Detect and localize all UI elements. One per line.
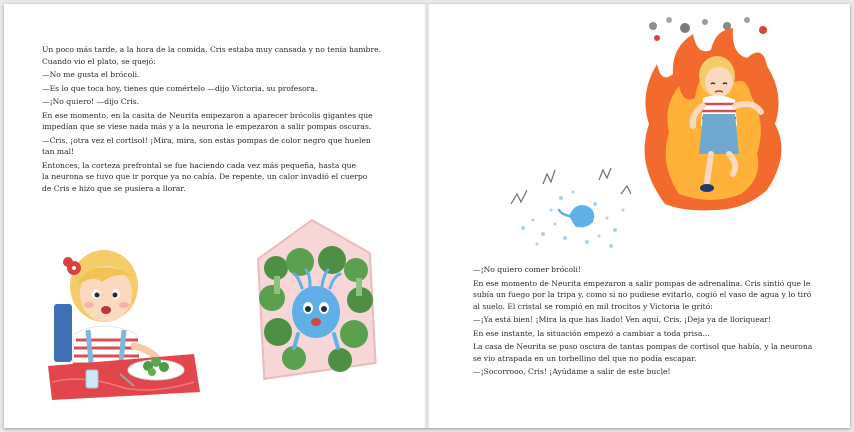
left-page: [4, 4, 427, 428]
text-line: —¡Ya está bien! ¡Mira la que has liado! Ven aquí, Cris. ¡Deja ya de lloriquear!: [473, 315, 771, 324]
neuron-whirl-illustration: [503, 164, 643, 254]
right-page: [427, 4, 850, 428]
text-line: Un poco más tarde, a la hora de la comida, Cris estaba muy cansada y no tenía hambre.: [42, 45, 382, 54]
text-line: —Es lo que toca hoy, tienes que comértelo —dijo Victoria, su profesora.: [42, 83, 318, 93]
girl-at-table-illustration: [44, 242, 204, 402]
text-line: se vio atrapada en un torbellino del que no podía escapar.: [473, 353, 697, 363]
text-line: impedían que se viese nada más y a la neurona le empezaron a salir pompas oscuras.: [42, 122, 372, 131]
text-line: Entonces, la corteza prefrontal se fue haciendo cada vez más pequeña, hasta que: [42, 160, 357, 170]
text-line: La casa de Neurita se puso oscura de tantas pompas de cortisol que había, y la neurona: [473, 342, 813, 351]
text-line: Cuando vio el plato, se quejó:: [42, 56, 156, 66]
girl-on-fire-illustration: [635, 14, 795, 214]
text-line: —Cris, ¡otra vez el cortisol! ¡Mira, mira, son estas pompas de color negro que huelen: [42, 135, 371, 145]
neurita-house-illustration: [248, 216, 384, 386]
text-line: —¡Socorrooo, Cris! ¡Ayúdame a salir de este bucle!: [473, 367, 671, 376]
text-line: En ese momento de Neurita empezaron a salir pompas de adrenalina. Cris sintió que le: [473, 278, 811, 288]
text-line: En ese momento, en la casita de Neurita empezaron a aparecer brócolis gigantes que: [42, 110, 373, 120]
text-line: subía un fuego por la tripa y, como si no pudiese evitarlo, cogió el vaso de agua y lo tiró: [473, 290, 812, 299]
text-line: tan mal!: [42, 147, 75, 156]
text-line: —¡No quiero! —dijo Cris.: [42, 97, 140, 106]
book-gutter: [424, 4, 430, 428]
text-line: de Cris e hizo que se pusiera a llorar.: [42, 183, 186, 193]
text-line: En ese instante, la situación empezó a cambiar a toda prisa...: [473, 328, 710, 338]
text-line: la neurona se tuvo que ir porque ya no cabía. De repente, un calor invadió el cuerpo: [42, 172, 368, 181]
right-page-text: [473, 264, 843, 378]
left-page-text: [42, 44, 412, 194]
text-line: —No me gusta el brócoli.: [42, 70, 140, 79]
text-line: —¡No quiero comer brócoli!: [473, 265, 581, 274]
text-line: al suelo. El cristal se rompió en mil trocitos y Victoria le gritó:: [473, 301, 713, 311]
book-spread: [4, 4, 850, 428]
